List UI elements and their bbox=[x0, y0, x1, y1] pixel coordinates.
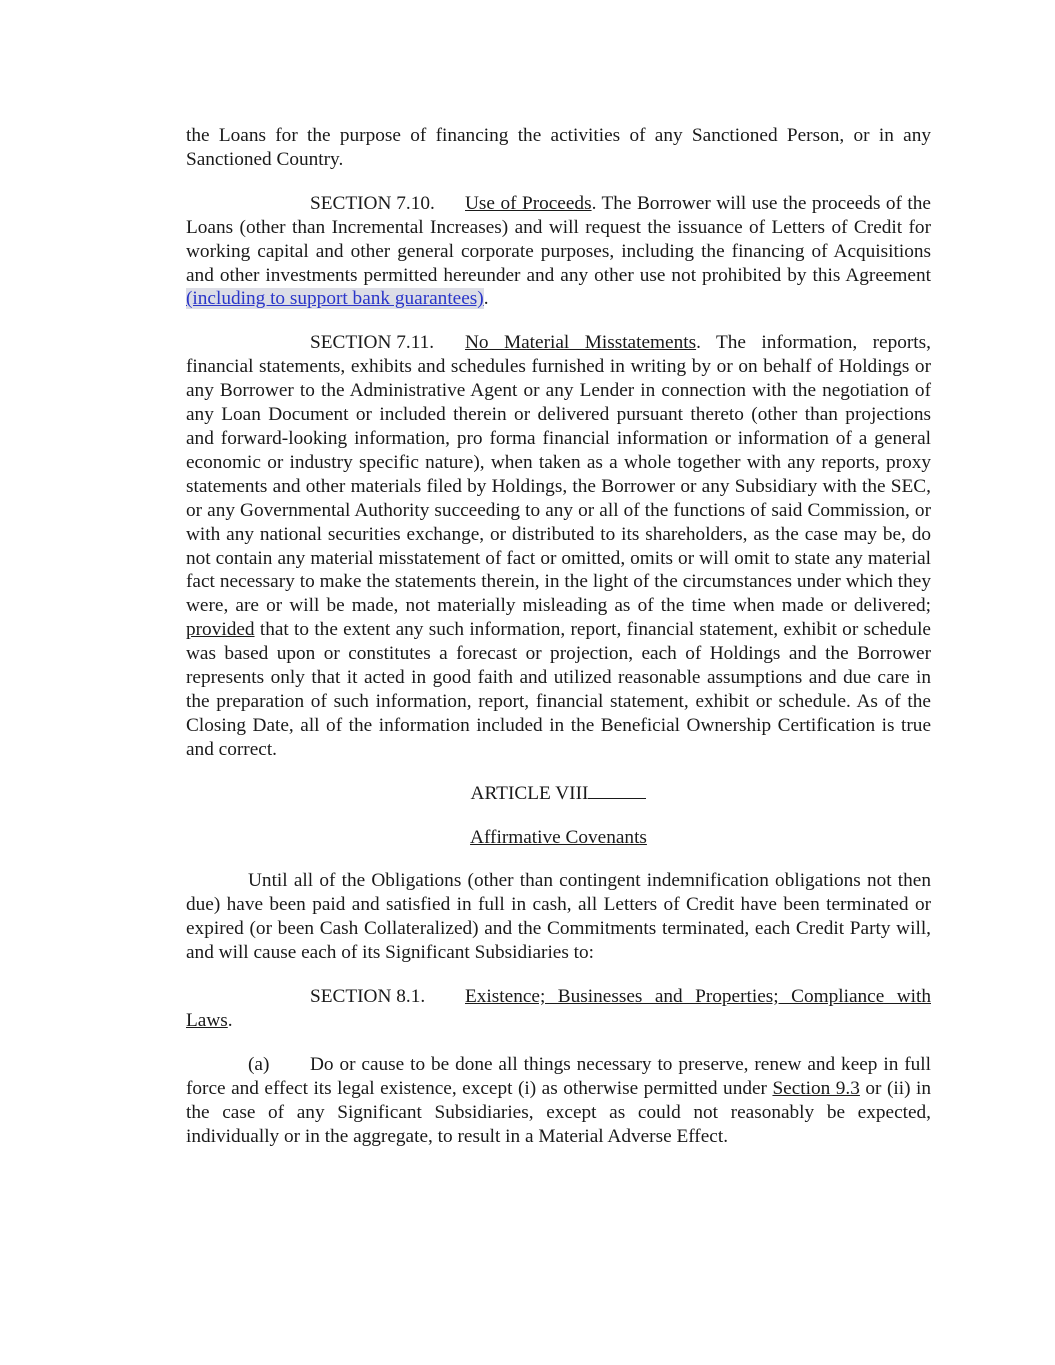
section-reference: Section 9.3 bbox=[772, 1077, 860, 1099]
article-title-blank bbox=[588, 782, 646, 799]
item-a bbox=[186, 1053, 931, 1149]
article-subtitle: Affirmative Covenants bbox=[470, 826, 647, 848]
document-page bbox=[186, 124, 931, 1169]
item-label: (a) bbox=[248, 1053, 270, 1075]
section-end: . bbox=[483, 288, 489, 310]
section-7-11 bbox=[186, 331, 931, 761]
section-number: SECTION 7.10. bbox=[310, 192, 435, 214]
tracked-insertion[interactable]: (including to support bank guarantees) bbox=[186, 288, 484, 310]
section-8-1 bbox=[186, 985, 931, 1033]
section-body: . The Borrower will use the proceeds of the Loans (other than Incremental Increases) and will request the issuance of Letters of Credit for working capital and other general corporate purposes, including the financing of Acquisitions and other investments permitted hereunder and any other use not prohibited by this Agreement bbox=[186, 192, 931, 286]
section-heading: Use of Proceeds bbox=[465, 192, 592, 214]
section-7-10 bbox=[186, 192, 931, 312]
provided-term: provided bbox=[186, 619, 255, 641]
intro-paragraph: Until all of the Obligations (other than contingent indemnification obligations not then due) have been paid and satisfied in full in cash, all Letters of Credit have been terminated or expired (or been Cash Collateralized) and the Commitments terminated, each Credit Party will, and will cause each of its Significant Subsidiaries to: bbox=[186, 870, 931, 964]
section-end: . bbox=[227, 1010, 233, 1031]
article-title: ARTICLE VIII bbox=[186, 782, 931, 806]
item-body: Do or cause to be done all things necessary to preserve, renew and keep in full force and effect its legal existence, except (i) as otherwise permitted under bbox=[186, 1053, 931, 1099]
section-heading: No Material Misstatements bbox=[465, 332, 697, 354]
section-body: . The information, reports, financial statements, exhibits and schedules furnished in writing by or on behalf of Holdings or any Borrower to the Administrative Agent or any Lender in connection with the negotiation of any Loan Document or included therein or delivered pursuant thereto (other than projections and forward-looking information, pro forma financial information or information of a general economic or industry specific nature), when taken as a whole together with any reports, proxy statements and other materials filed by Holdings, the Borrower or any Subsidiary with the SEC, or any Governmental Authority succeeding to any or all of the functions of said Commission, or with any national securities exchange, or distributed to its shareholders, as the case may be, do not contain any material misstatement of fact or omitted, omits or will omit to state any material fact necessary to make the statements therein, in the light of the circumstances under which they were, are or will be made, not materially misleading as of the time when made or delivered; bbox=[186, 332, 931, 617]
section-number: SECTION 7.11. bbox=[310, 332, 435, 354]
section-heading: Existence; Businesses and Properties; Compliance with Laws bbox=[186, 986, 931, 1031]
paragraph-prev-tail: the Loans for the purpose of financing the activities of any Sanctioned Person, or in any Sanctioned Country. bbox=[186, 125, 931, 170]
section-number: SECTION 8.1. bbox=[310, 986, 426, 1008]
section-body-continued: that to the extent any such information, report, financial statement, exhibit or schedule was based upon or constitutes a forecast or projection, each of Holdings and the Borrower represents only that it acted in good faith and utilized reasonable assumptions and due care in the preparation of such information, report, financial statement, exhibit or schedule. As of the Closing Date, all of the information included in the Beneficial Ownership Certification is true and correct. bbox=[186, 619, 931, 760]
item-body-continued: or (ii) in the case of any Significant Subsidiaries, except as could not reasonably be expected, individually or in the aggregate, to result in a Material Adverse Effect. bbox=[186, 1077, 931, 1147]
